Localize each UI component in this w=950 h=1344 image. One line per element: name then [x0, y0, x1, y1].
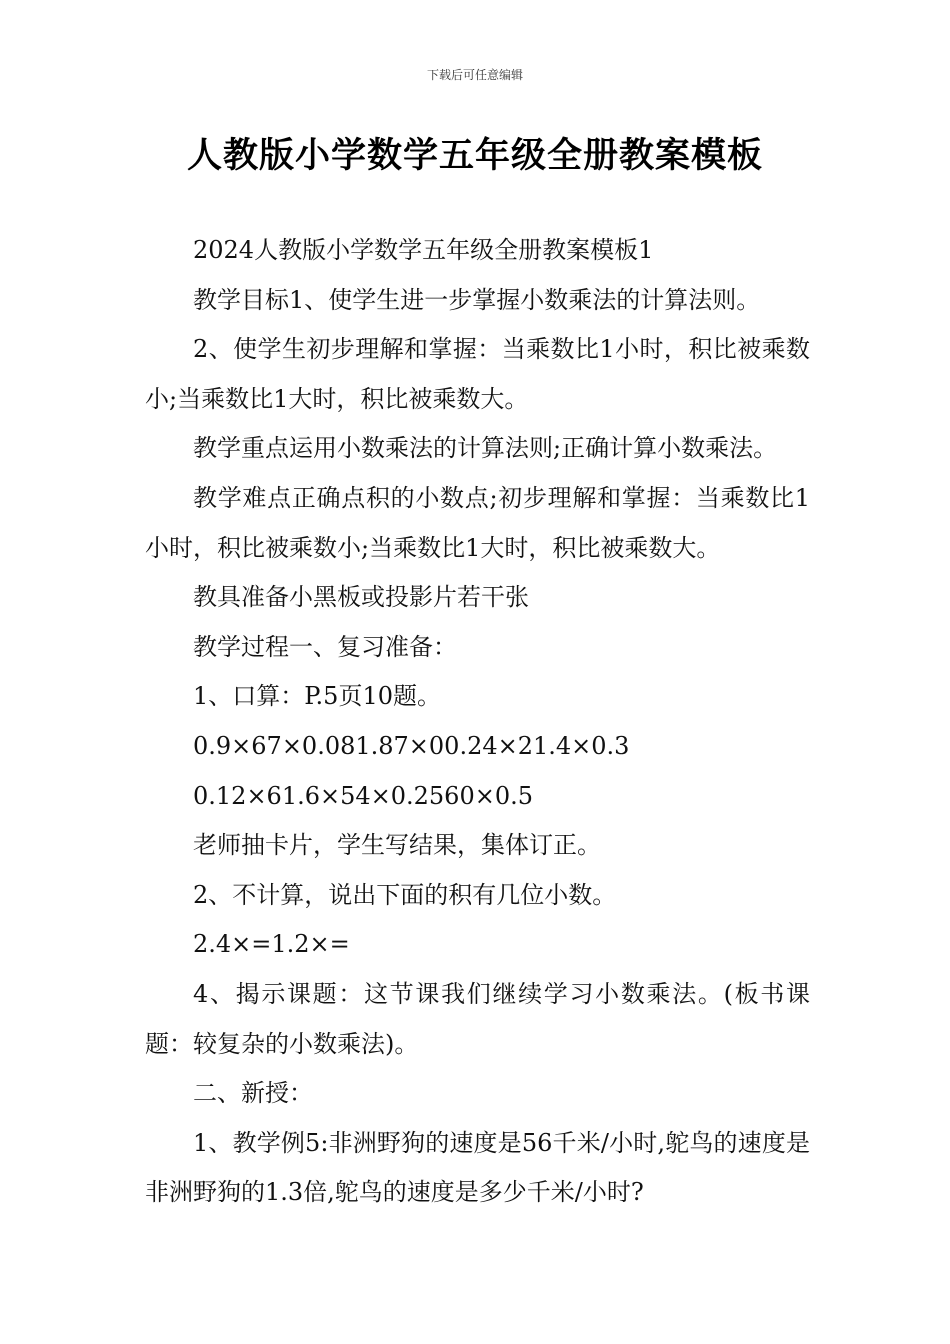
paragraph: 教学难点正确点积的小数点;初步理解和掌握：当乘数比1小时，积比被乘数小;当乘数比1大时，积比被乘数大。	[145, 483, 810, 562]
paragraph: 2024人教版小学数学五年级全册教案模板1	[193, 236, 654, 264]
paragraph: 教学重点运用小数乘法的计算法则;正确计算小数乘法。	[193, 434, 778, 463]
paragraph: 二、新授：	[193, 1079, 313, 1108]
document-title: 人教版小学数学五年级全册教案模板	[186, 135, 763, 176]
paragraph: 教学目标1、使学生进一步掌握小数乘法的计算法则。	[193, 285, 761, 314]
paragraph: 教学过程一、复习准备：	[193, 632, 457, 661]
paragraph: 2.4×=1.2×=	[193, 930, 350, 959]
paragraph: 0.12×61.6×54×0.2560×0.5	[193, 781, 533, 810]
header-note: 下载后可任意编辑	[426, 68, 523, 82]
paragraph: 0.9×67×0.081.87×00.24×21.4×0.3	[193, 731, 630, 760]
paragraph: 4、揭示课题：这节课我们继续学习小数乘法。(板书课题：较复杂的小数乘法)。	[145, 979, 810, 1058]
paragraph: 老师抽卡片，学生写结果，集体订正。	[193, 831, 601, 860]
paragraph: 1、口算：P.5页10题。	[193, 682, 441, 711]
paragraph: 2、不计算，说出下面的积有几位小数。	[193, 880, 617, 909]
paragraph: 1、教学例5:非洲野狗的速度是56千米/小时,鸵鸟的速度是非洲野狗的1.3倍,鸵鸟的速度是多少千米/小时?	[145, 1128, 810, 1207]
paragraph: 教具准备小黑板或投影片若干张	[193, 583, 529, 612]
paragraph: 2、使学生初步理解和掌握：当乘数比1小时，积比被乘数小;当乘数比1大时，积比被乘数大。	[145, 335, 810, 413]
document-body	[145, 226, 810, 1218]
